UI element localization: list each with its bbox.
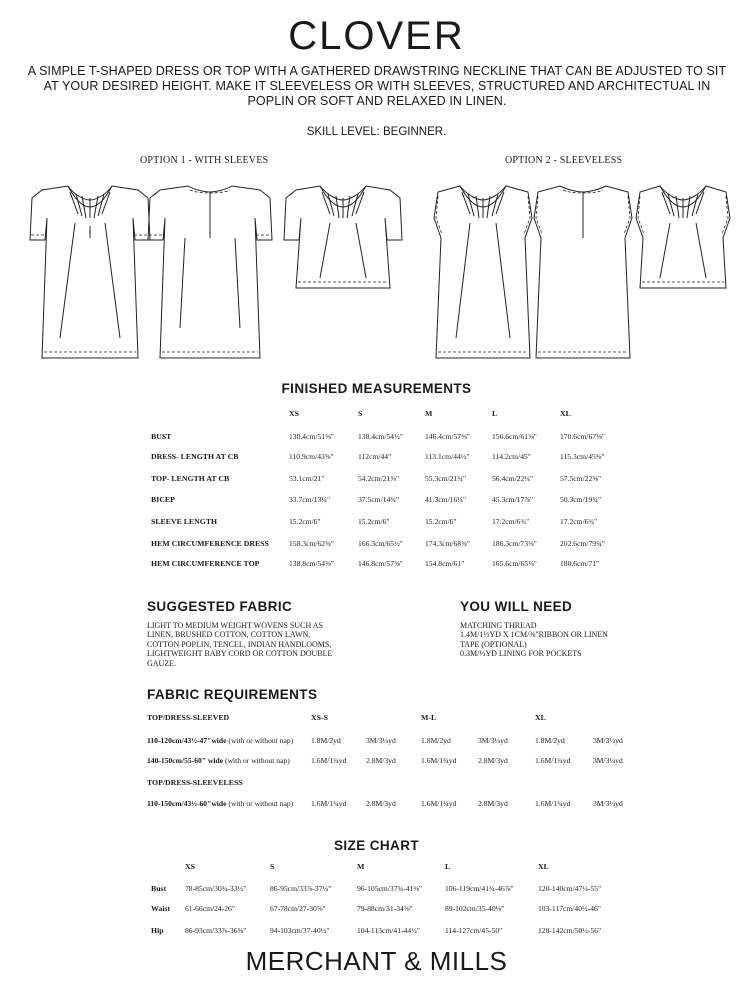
measurement-value: 154.8cm/61" bbox=[425, 559, 465, 568]
fabric-requirements-heading: FABRIC REQUIREMENTS bbox=[147, 687, 318, 702]
suggested-fabric-text bbox=[147, 621, 377, 668]
size-chart-header: XS bbox=[185, 862, 195, 871]
req-value: 1.8M/2yd bbox=[535, 736, 565, 745]
skill-level: SKILL LEVEL: BEGINNER. bbox=[306, 126, 447, 138]
need-item: MATCHING THREAD bbox=[460, 621, 537, 630]
measurement-value: 166.3cm/65½" bbox=[358, 539, 403, 548]
measurement-value: 37.5cm/14¾" bbox=[358, 495, 400, 504]
measurement-value: 110.9cm/43⅝" bbox=[289, 452, 334, 461]
measurement-label: DRESS- LENGTH AT CB bbox=[151, 452, 239, 461]
size-header-xs: XS bbox=[289, 409, 299, 418]
fabric-line: GAUZE. bbox=[147, 658, 177, 668]
measurement-value: 45.3cm/17⅞" bbox=[492, 495, 534, 504]
measurement-value: 156.6cm/61⅝" bbox=[492, 432, 537, 441]
size-chart-value: 89-102cm/35-40⅛" bbox=[445, 904, 505, 913]
requirements-group-label: TOP/DRESS-SLEEVELESS bbox=[147, 778, 243, 787]
finished-measurements-heading: FINISHED MEASUREMENTS bbox=[281, 381, 472, 396]
option-2-label: OPTION 2 - SLEEVELESS bbox=[505, 155, 623, 166]
pattern-title: CLOVER bbox=[288, 14, 465, 58]
req-row-label bbox=[147, 799, 293, 808]
size-chart-value: 96-105cm/37¾-41⅜" bbox=[357, 884, 423, 893]
fabric-line: LIGHT TO MEDIUM WEIGHT WOVENS SUCH AS bbox=[147, 621, 324, 630]
req-value: 3M/3¼yd bbox=[593, 799, 623, 808]
req-value: 2.8M/3yd bbox=[478, 799, 508, 808]
size-chart-header: L bbox=[445, 862, 451, 871]
size-chart-value: 86-93cm/33⅞-36⅝" bbox=[185, 926, 247, 935]
measurement-value: 57.5cm/22⅝" bbox=[560, 474, 602, 483]
measurement-value: 15.2cm/6" bbox=[289, 517, 321, 526]
req-width: 110-150cm/43½-60"wide bbox=[147, 799, 227, 808]
size-header-m: M bbox=[425, 409, 433, 418]
measurement-value: 112cm/44" bbox=[358, 452, 392, 461]
need-item: TAPE (OPTIONAL) bbox=[460, 639, 527, 649]
req-width: 110-120cm/43½-47"wide bbox=[147, 736, 227, 745]
sleeveless-dress-front-illustration bbox=[434, 186, 532, 358]
req-note: (with or without nap) bbox=[228, 736, 294, 745]
size-chart-label: Bust bbox=[151, 884, 167, 893]
measurement-value: 186.3cm/73⅜" bbox=[492, 539, 537, 548]
measurement-value: 55.3cm/21¾" bbox=[425, 474, 467, 483]
req-value: 1.6M/1¾yd bbox=[311, 799, 347, 808]
measurement-value: 53.1cm/21" bbox=[289, 474, 325, 483]
size-chart-value: 94-103cm/37-40½" bbox=[270, 926, 330, 935]
req-value: 2.8M/3yd bbox=[366, 756, 396, 765]
req-value: 3M/3¼yd bbox=[366, 736, 396, 745]
measurement-value: 202.6cm/79¾" bbox=[560, 539, 605, 548]
measurement-label: SLEEVE LENGTH bbox=[151, 517, 218, 526]
measurement-value: 174.3cm/68⅝" bbox=[425, 539, 470, 548]
measurement-value: 15.2cm/6" bbox=[358, 517, 390, 526]
measurement-value: 138.8cm/54⅝" bbox=[289, 559, 334, 568]
requirements-group-label: TOP/DRESS-SLEEVED bbox=[147, 713, 230, 722]
req-value: 3M/3¼yd bbox=[593, 756, 623, 765]
measurement-value: 50.3cm/19¾" bbox=[560, 495, 602, 504]
sleeved-top-illustration bbox=[284, 186, 402, 288]
size-chart-value: 61-66cm/24-26" bbox=[185, 904, 235, 913]
req-value: 2.8M/3yd bbox=[366, 799, 396, 808]
measurement-value: 146.8cm/57⅝" bbox=[358, 559, 403, 568]
sleeveless-top-illustration bbox=[636, 186, 730, 288]
suggested-fabric-heading: SUGGESTED FABRIC bbox=[147, 599, 293, 614]
measurement-value: 33.7cm/13¼" bbox=[289, 495, 331, 504]
req-value: 1.6M/1¾yd bbox=[421, 799, 457, 808]
req-value: 2.8M/3yd bbox=[478, 756, 508, 765]
measurement-value: 56.4cm/22¼" bbox=[492, 474, 534, 483]
measurement-value: 114.2cm/45" bbox=[492, 452, 531, 461]
req-note: (with or without nap) bbox=[228, 799, 294, 808]
you-will-need-list bbox=[460, 621, 660, 659]
req-note: (with or without nap) bbox=[225, 756, 290, 765]
measurement-value: 17.2cm/6¾" bbox=[492, 517, 530, 526]
measurement-label: BICEP bbox=[151, 495, 175, 504]
size-header-l: L bbox=[492, 409, 498, 418]
measurement-value: 146.4cm/57⅝" bbox=[425, 432, 470, 441]
measurement-value: 180.6cm/71" bbox=[560, 559, 600, 568]
size-chart-value: 120-140cm/47¼-55" bbox=[538, 884, 602, 893]
size-chart-value: 103-117cm/40½-46" bbox=[538, 904, 601, 913]
measurement-value: 41.3cm/16¼" bbox=[425, 495, 467, 504]
req-value: 1.6M/1¾yd bbox=[535, 756, 571, 765]
size-chart-header: M bbox=[357, 862, 365, 871]
req-size-header: XL bbox=[535, 713, 546, 722]
measurement-value: 17.2cm/6¾" bbox=[560, 517, 598, 526]
size-chart-header: S bbox=[270, 862, 275, 871]
size-chart-value: 78-85cm/30¾-33½" bbox=[185, 884, 247, 893]
size-chart-value: 114-127cm/45-50" bbox=[445, 926, 503, 935]
need-item: 0.3M/⅓YD LINING FOR POCKETS bbox=[460, 649, 582, 659]
measurement-label: HEM CIRCUMFERENCE TOP bbox=[151, 559, 260, 568]
req-row-label bbox=[147, 756, 290, 765]
req-value: 1.8M/2yd bbox=[311, 736, 341, 745]
req-value: 1.6M/1¾yd bbox=[311, 756, 347, 765]
size-chart-value: 106-119cm/41¾-46⅞" bbox=[445, 884, 514, 893]
req-size-header: M-L bbox=[421, 713, 437, 722]
measurement-value: 170.6cm/67⅛" bbox=[560, 432, 605, 441]
option-1-label: OPTION 1 - WITH SLEEVES bbox=[140, 155, 269, 166]
size-chart-header: XL bbox=[538, 862, 549, 871]
sleeveless-dress-back-illustration bbox=[534, 186, 632, 358]
measurement-label: HEM CIRCUMFERENCE DRESS bbox=[151, 539, 269, 548]
pattern-description: A SIMPLE T-SHAPED DRESS OR TOP WITH A GATHERED DRAWSTRING NECKLINE THAT CAN BE ADJUSTED TO SIT AT YOUR DESIRED HEIGHT. MAKE IT SLEEVELESS OR WITH SLEEVES, STRUCTURED AND ARCHITECTUAL IN POPLIN OR SOFT AND RELAXED IN LINEN. bbox=[27, 64, 727, 108]
size-chart-value: 86-95cm/33⅞-37½" bbox=[270, 884, 332, 893]
req-size-header: XS-S bbox=[311, 713, 328, 722]
measurement-value: 54.2cm/21⅜" bbox=[358, 474, 400, 483]
sleeved-dress-front-illustration bbox=[30, 186, 150, 358]
measurement-value: 115.3cm/45⅜" bbox=[560, 452, 605, 461]
need-item: 1.4M/1½YD X 1CM/⅜"RIBBON OR LINEN bbox=[460, 630, 608, 640]
size-chart-label: Waist bbox=[151, 904, 171, 913]
size-chart-label: Hip bbox=[151, 926, 164, 935]
req-value: 3M/3¼yd bbox=[478, 736, 508, 745]
measurement-value: 130.4cm/51⅜" bbox=[289, 432, 334, 441]
measurement-value: 158.3cm/62⅜" bbox=[289, 539, 334, 548]
size-chart-value: 67-78cm/27-30⅝" bbox=[270, 904, 326, 913]
fabric-line: LINEN, BRUSHED COTTON, COTTON LAWN, bbox=[147, 630, 311, 640]
measurement-label: TOP- LENGTH AT CB bbox=[151, 474, 230, 483]
size-header-xl: XL bbox=[560, 409, 571, 418]
req-row-label bbox=[147, 736, 293, 745]
measurement-value: 113.1cm/44½" bbox=[425, 452, 470, 461]
size-header-s: S bbox=[358, 409, 363, 418]
req-width: 140-150cm/55-60" wide bbox=[147, 756, 224, 765]
size-chart-value: 79-88cm/31-34⅝" bbox=[357, 904, 413, 913]
size-chart-value: 128-142cm/50½-56" bbox=[538, 926, 602, 935]
garment-illustrations bbox=[20, 178, 740, 373]
req-value: 3M/3¼yd bbox=[593, 736, 623, 745]
fabric-line: LIGHTWEIGHT BABY CORD OR COTTON DOUBLE bbox=[147, 649, 333, 659]
measurement-value: 15.2cm/6" bbox=[425, 517, 457, 526]
req-value: 1.6M/1¾yd bbox=[421, 756, 457, 765]
req-value: 1.8M/2yd bbox=[421, 736, 451, 745]
req-value: 1.6M/1¾yd bbox=[535, 799, 571, 808]
size-chart-heading: SIZE CHART bbox=[334, 838, 419, 853]
size-chart-value: 104-113cm/41-44½" bbox=[357, 926, 420, 935]
you-will-need-heading: YOU WILL NEED bbox=[460, 599, 573, 614]
sleeved-dress-back-illustration bbox=[148, 186, 272, 358]
measurement-label: BUST bbox=[151, 432, 172, 441]
measurement-value: 138.4cm/54½" bbox=[358, 432, 403, 441]
measurement-value: 165.6cm/65⅛" bbox=[492, 559, 537, 568]
brand-logo: MERCHANT & MILLS bbox=[245, 946, 508, 976]
fabric-line: COTTON POPLIN, TENCEL, INDIAN HANDLOOMS, bbox=[147, 639, 332, 649]
